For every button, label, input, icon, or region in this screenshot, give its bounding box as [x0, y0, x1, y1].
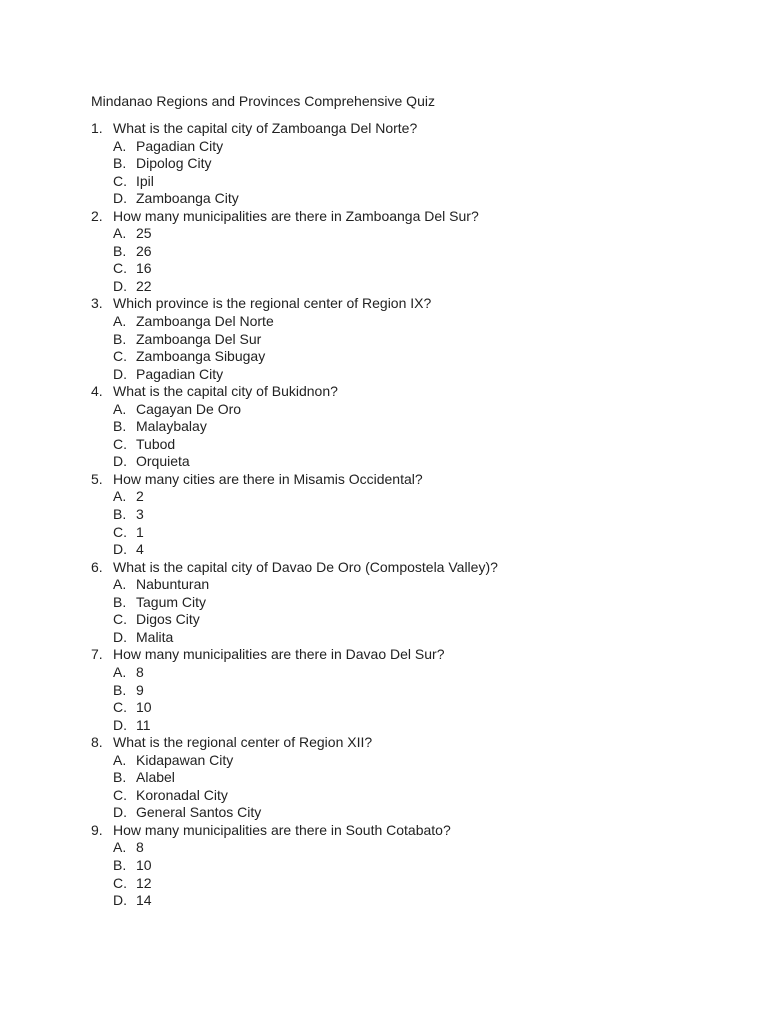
option-text: 16	[136, 260, 152, 277]
answer-option	[0, 190, 768, 208]
answer-option	[0, 611, 768, 629]
answer-option	[0, 839, 768, 857]
answer-option	[0, 752, 768, 770]
question-number: 6.	[91, 558, 103, 575]
answer-option	[0, 243, 768, 261]
option-letter: D.	[113, 365, 127, 382]
question-line	[0, 208, 768, 226]
option-letter: C.	[113, 172, 127, 189]
answer-option	[0, 436, 768, 454]
option-letter: A.	[113, 751, 127, 768]
question-text: What is the capital city of Bukidnon?	[113, 383, 338, 400]
option-text: 26	[136, 242, 152, 259]
option-letter: A.	[113, 839, 127, 856]
question-number: 4.	[91, 383, 103, 400]
question-number: 5.	[91, 470, 103, 487]
option-text: General Santos City	[136, 804, 262, 821]
option-text: 12	[136, 874, 152, 891]
option-letter: B.	[113, 506, 127, 523]
question-number: 1.	[91, 120, 103, 136]
question-text: What is the capital city of Davao De Oro (Compostela Valley)?	[113, 558, 498, 575]
option-text: Koronadal City	[136, 786, 228, 803]
option-text: Tagum City	[136, 593, 207, 610]
answer-option	[0, 348, 768, 366]
option-text: Zamboanga Del Norte	[136, 313, 274, 330]
option-letter: C.	[113, 260, 127, 277]
option-letter: D.	[113, 453, 127, 470]
answer-option	[0, 453, 768, 471]
option-letter: D.	[113, 190, 127, 207]
answer-option	[0, 524, 768, 542]
answer-option	[0, 173, 768, 191]
answer-option	[0, 541, 768, 559]
option-text: 11	[136, 716, 151, 733]
option-text: Ipil	[136, 172, 154, 189]
option-text: Zamboanga Sibugay	[136, 348, 266, 365]
option-letter: A.	[113, 576, 127, 593]
option-letter: A.	[113, 137, 127, 154]
answer-option	[0, 331, 768, 349]
answer-option	[0, 366, 768, 384]
option-letter: B.	[113, 681, 127, 698]
option-letter: D.	[113, 277, 127, 294]
quiz-question	[0, 120, 768, 208]
answer-option	[0, 225, 768, 243]
option-text: 8	[136, 839, 144, 856]
answer-option	[0, 313, 768, 331]
question-text: How many municipalities are there in South Cotabato?	[113, 821, 451, 838]
option-text: Zamboanga Del Sur	[136, 330, 262, 347]
answer-option	[0, 769, 768, 787]
option-letter: A.	[113, 313, 127, 330]
option-text: 2	[136, 488, 144, 505]
option-text: Dipolog City	[136, 155, 212, 172]
option-text: 8	[136, 663, 144, 680]
option-letter: C.	[113, 874, 127, 891]
option-letter: B.	[113, 242, 127, 259]
option-text: Zamboanga City	[136, 190, 239, 207]
answer-option	[0, 155, 768, 173]
option-letter: D.	[113, 628, 127, 645]
option-letter: B.	[113, 155, 127, 172]
option-text: 1	[136, 523, 144, 540]
question-text: How many municipalities are there in Zamboanga Del Sur?	[113, 207, 479, 224]
answer-option	[0, 278, 768, 296]
option-letter: D.	[113, 541, 127, 558]
option-letter: B.	[113, 769, 127, 786]
question-text: Which province is the regional center of Region IX?	[113, 295, 432, 312]
answer-option	[0, 664, 768, 682]
option-letter: B.	[113, 593, 127, 610]
question-number: 2.	[91, 207, 103, 224]
question-number: 7.	[91, 646, 103, 663]
quiz-question	[0, 295, 768, 383]
answer-option	[0, 699, 768, 717]
quiz-question	[0, 822, 768, 910]
question-text: How many municipalities are there in Davao Del Sur?	[113, 646, 445, 663]
option-text: 25	[136, 225, 152, 242]
question-number: 9.	[91, 821, 103, 838]
option-text: 10	[136, 699, 152, 716]
question-line	[0, 295, 768, 313]
quiz-question	[0, 208, 768, 296]
question-line	[0, 471, 768, 489]
answer-option	[0, 488, 768, 506]
answer-option	[0, 418, 768, 436]
option-letter: C.	[113, 523, 127, 540]
option-text: Pagadian City	[136, 137, 224, 154]
answer-option	[0, 804, 768, 822]
question-line	[0, 120, 768, 138]
option-text: 3	[136, 506, 144, 523]
question-text: What is the regional center of Region XII?	[113, 734, 373, 751]
option-letter: D.	[113, 804, 127, 821]
quiz-question	[0, 471, 768, 559]
quiz-question	[0, 646, 768, 734]
answer-option	[0, 787, 768, 805]
answer-option	[0, 875, 768, 893]
quiz-question-list	[0, 120, 768, 910]
option-text: Cagayan De Oro	[136, 400, 242, 417]
option-letter: C.	[113, 348, 127, 365]
answer-option	[0, 682, 768, 700]
answer-option	[0, 576, 768, 594]
option-letter: C.	[113, 435, 127, 452]
question-line	[0, 646, 768, 664]
option-letter: C.	[113, 786, 127, 803]
question-line	[0, 734, 768, 752]
option-letter: A.	[113, 225, 127, 242]
question-line	[0, 383, 768, 401]
option-text: Malaybalay	[136, 418, 207, 435]
option-text: Digos City	[136, 611, 200, 628]
option-text: 14	[136, 892, 152, 909]
option-text: Pagadian City	[136, 365, 224, 382]
quiz-question	[0, 559, 768, 647]
option-text: Nabunturan	[136, 576, 210, 593]
question-text: How many cities are there in Misamis Occidental?	[113, 470, 423, 487]
quiz-question	[0, 383, 768, 471]
question-line	[0, 822, 768, 840]
question-number: 3.	[91, 295, 103, 312]
quiz-question	[0, 734, 768, 822]
answer-option	[0, 857, 768, 875]
answer-option	[0, 629, 768, 647]
answer-option	[0, 138, 768, 156]
answer-option	[0, 260, 768, 278]
option-letter: D.	[113, 892, 127, 909]
option-text: Malita	[136, 628, 174, 645]
option-text: 22	[136, 277, 152, 294]
option-letter: C.	[113, 699, 127, 716]
option-text: Orquieta	[136, 453, 190, 470]
option-text: 10	[136, 856, 152, 873]
option-letter: C.	[113, 611, 127, 628]
option-letter: A.	[113, 488, 127, 505]
option-letter: B.	[113, 856, 127, 873]
document-title: Mindanao Regions and Provinces Comprehensive Quiz	[91, 93, 435, 109]
option-letter: B.	[113, 330, 127, 347]
option-text: Alabel	[136, 769, 175, 786]
option-letter: D.	[113, 716, 127, 733]
answer-option	[0, 594, 768, 612]
option-letter: B.	[113, 418, 127, 435]
option-text: 4	[136, 541, 144, 558]
option-text: Tubod	[136, 435, 176, 452]
question-number: 8.	[91, 734, 103, 751]
option-text: 9	[136, 681, 144, 698]
question-line	[0, 559, 768, 577]
answer-option	[0, 892, 768, 910]
answer-option	[0, 401, 768, 419]
answer-option	[0, 506, 768, 524]
option-letter: A.	[113, 663, 127, 680]
answer-option	[0, 717, 768, 735]
question-text: What is the capital city of Zamboanga Del Norte?	[113, 120, 418, 136]
option-text: Kidapawan City	[136, 751, 234, 768]
option-letter: A.	[113, 400, 127, 417]
